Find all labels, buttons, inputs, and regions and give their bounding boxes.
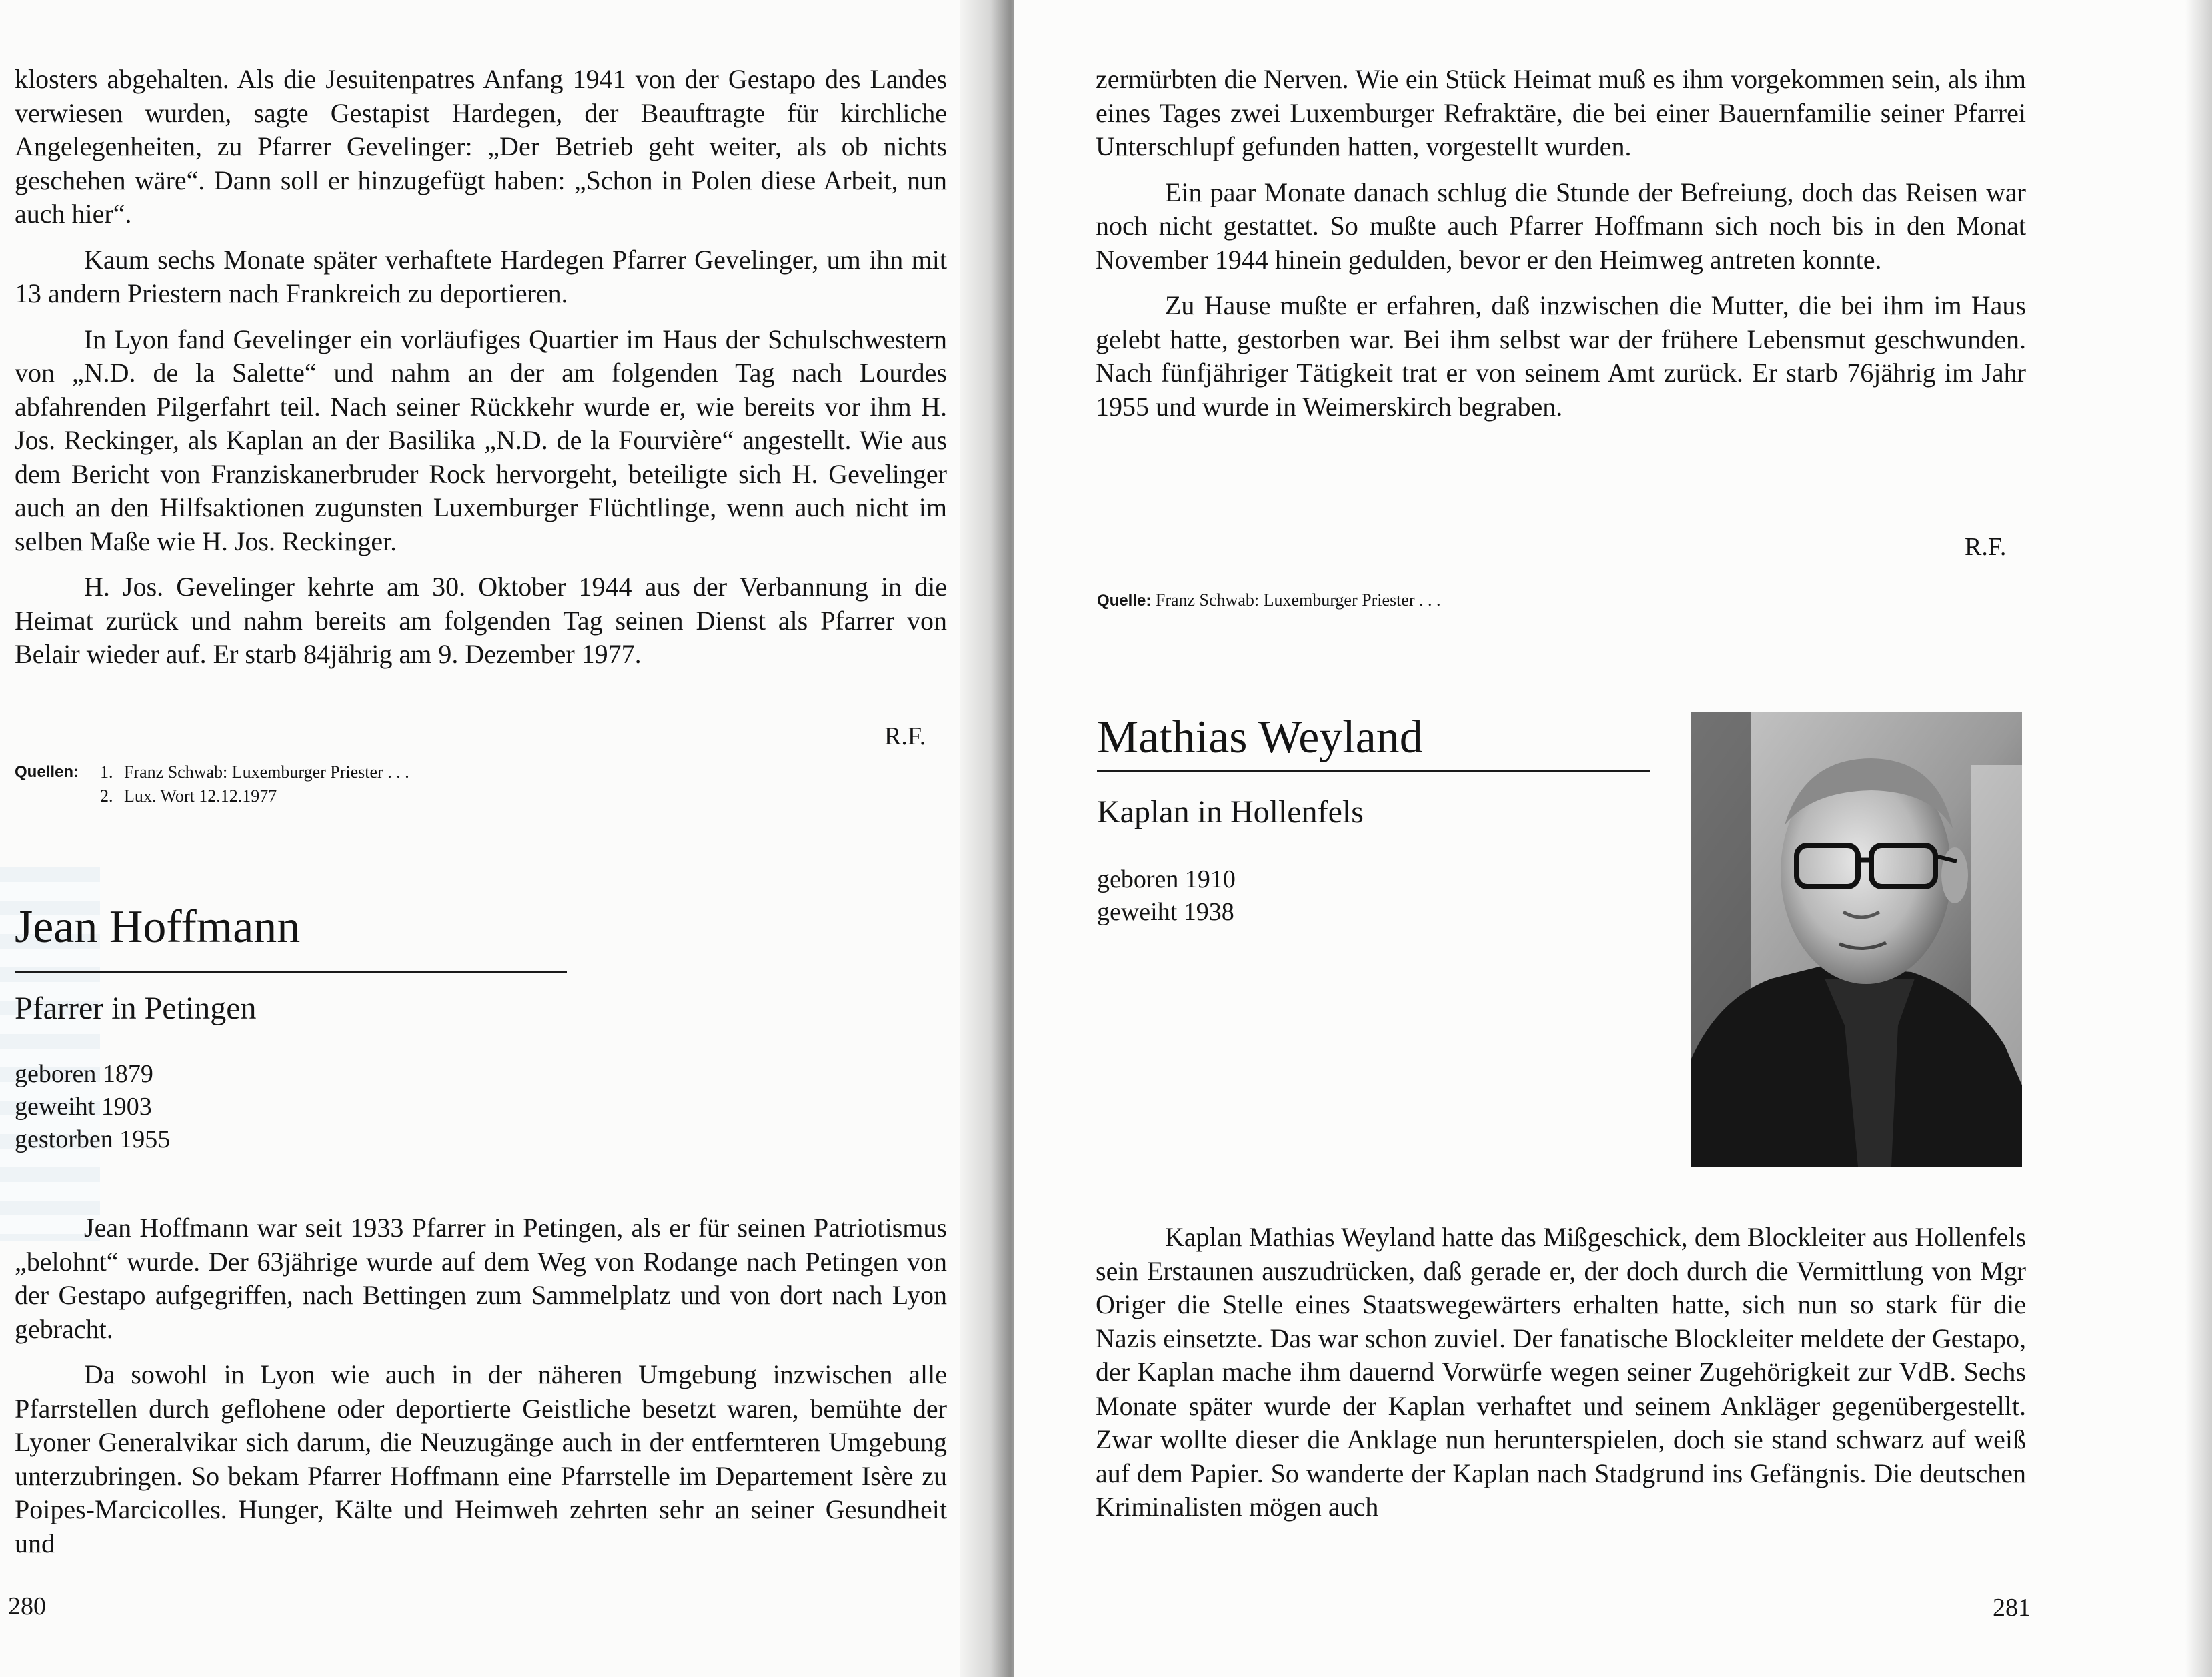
author-signature: R.F.	[884, 722, 926, 750]
bio-name: Mathias Weyland	[1097, 712, 1423, 763]
left-bio-text	[15, 1211, 947, 1560]
left-page	[0, 0, 994, 1677]
sources-block	[15, 760, 409, 808]
paragraph: Ein paar Monate danach schlug die Stunde der Befreiung, doch das Reisen war noch nicht gestattet. So mußte auch Pfarrer Hoffmann sich noch bis in den Monat November 1944 hinein gedulden, bevor er den Heimweg antreten konnte.	[1096, 177, 2026, 275]
right-body-text	[1096, 63, 2026, 424]
source-block	[1097, 588, 1441, 613]
page-number: 280	[8, 1592, 46, 1620]
source-number: 1.	[100, 762, 113, 782]
bio-role: Pfarrer in Petingen	[15, 991, 257, 1026]
fact-born: geboren 1879	[15, 1060, 153, 1088]
portrait-photo	[1691, 712, 2022, 1167]
title-underline	[15, 971, 567, 973]
paragraph: In Lyon fand Gevelinger ein vorläufiges Quartier im Haus der Schulschwestern von „N.D. de la Salette“ und nahm an der am folgenden Tag nach Lourdes abfahrenden Pilgerfahrt teil. Nach seiner Rückkehr wurde er, wie bereits vor ihm H. Jos. Reckinger, als Kaplan an der Basilika „N.D. de la Fourvière“ angestellt. Wie aus dem Bericht von Franziskanerbruder Rock hervorgeht, beteiligte sich H. Gevelinger auch an den Hilfsaktionen zugunsten Luxemburger Flüchtlinge, wenn auch nicht im selben Maße wie H. Jos. Reckinger.	[15, 324, 947, 556]
author-signature: R.F.	[1965, 533, 2007, 561]
fact-died: gestorben 1955	[15, 1125, 171, 1153]
paragraph: Kaum sechs Monate später verhaftete Hardegen Pfarrer Gevelinger, um ihn mit 13 andern Priestern nach Frankreich zu deportieren.	[15, 244, 947, 308]
source-row	[15, 784, 409, 808]
fact-ordained: geweiht 1903	[15, 1093, 152, 1121]
source-label: Quelle:	[1097, 592, 1152, 610]
source-row	[15, 760, 409, 784]
bio-name: Jean Hoffmann	[15, 901, 301, 953]
paragraph: Kaplan Mathias Weyland hatte das Mißgeschick, dem Blockleiter aus Hollenfels sein Erstaunen auszudrücken, daß gerade er, der doch durch die Vermittlung von Mgr Origer die Stelle eines Staatswegewärters erhalten hatte, sich nun so stark für die Nazis einsetzte. Das war schon zuviel. Der fanatische Blockleiter meldete der Gestapo, der Kaplan mache ihm dauernd Vorwürfe wegen seiner Zugehörigkeit zur VdB. Sechs Monate später wurde der Kaplan verhaftet und seinem Ankläger gegenübergestellt. Zwar wollte dieser die Anklage nun herunterspielen, doch sie stand schwarz auf weiß auf dem Papier. So wanderte der Kaplan nach Stadgrund ins Gefängnis. Die deutschen Kriminalisten mögen auch	[1096, 1222, 2026, 1522]
title-underline	[1097, 770, 1650, 772]
fact-ordained: geweiht 1938	[1097, 898, 1234, 926]
sources-label: Quellen:	[15, 763, 79, 781]
left-body-text	[15, 63, 947, 672]
page-edge-shadow	[2185, 0, 2212, 1677]
source-text: Franz Schwab: Luxemburger Priester . . .	[124, 762, 409, 782]
paragraph: Zu Hause mußte er erfahren, daß inzwischen die Mutter, die bei ihm im Haus gelebt hatte, gestorben war. Bei ihm selbst war der frühere Lebensmut geschwunden. Nach fünfjähriger Tätigkeit trat er von seinem Amt zurück. Er starb 76jährig im Jahr 1955 und wurde in Weimerskirch begraben.	[1096, 290, 2026, 422]
bio-facts	[15, 1058, 170, 1156]
source-text: Franz Schwab: Luxemburger Priester . . .	[1155, 590, 1441, 610]
bio-role: Kaplan in Hollenfels	[1097, 794, 1364, 830]
page-number: 281	[1993, 1594, 2031, 1622]
fact-born: geboren 1910	[1097, 865, 1236, 893]
source-number: 2.	[100, 786, 113, 806]
bio-facts	[1097, 863, 1236, 929]
right-bio-text	[1096, 1221, 2026, 1524]
paragraph: zermürbten die Nerven. Wie ein Stück Heimat muß es ihm vorgekommen sein, als ihm eines Tages zwei Luxemburger Refraktäre, die bei einer Bauernfamilie seiner Pfarrei Unterschlupf gefunden hatten, vorgestellt wurden.	[1096, 64, 2026, 161]
paragraph: klosters abgehalten. Als die Jesuitenpatres Anfang 1941 von der Gestapo des Landes verwiesen wurden, sagte Gestapist Hardegen, der Beauftragte für kirchliche Angelegenheiten, zu Pfarrer Gevelinger: „Der Betrieb geht weiter, als ob nichts geschehen wäre“. Dann soll er hinzugefügt haben: „Schon in Polen diese Arbeit, nun auch hier“.	[15, 64, 947, 229]
paragraph: Jean Hoffmann war seit 1933 Pfarrer in Petingen, als er für seinen Patriotismus „belohnt“ wurde. Der 63jährige wurde auf dem Weg von Rodange nach Petingen von der Gestapo aufgegriffen, nach Bettingen zum Sammelplatz und von dort nach Lyon gebracht.	[15, 1213, 947, 1344]
paragraph: H. Jos. Gevelinger kehrte am 30. Oktober 1944 aus der Verbannung in die Heimat zurück und nahm bereits am folgenden Tag seinen Dienst als Pfarrer von Belair wieder auf. Er starb 84jährig am 9. Dezember 1977.	[15, 572, 947, 669]
source-text: Lux. Wort 12.12.1977	[124, 786, 277, 806]
paragraph: Da sowohl in Lyon wie auch in der näheren Umgebung inzwischen alle Pfarrstellen durch geflohene oder deportierte Geistliche besetzt waren, bemühte der Lyoner Generalvikar sich darum, die Neuzugänge auch in der entfernteren Umgebung unterzubringen. So bekam Pfarrer Hoffmann eine Pfarrstelle im Departement Isère zu Poipes-Marcicolles. Hunger, Kälte und Heimweh zehrten sehr an seiner Gesundheit und	[15, 1359, 947, 1558]
